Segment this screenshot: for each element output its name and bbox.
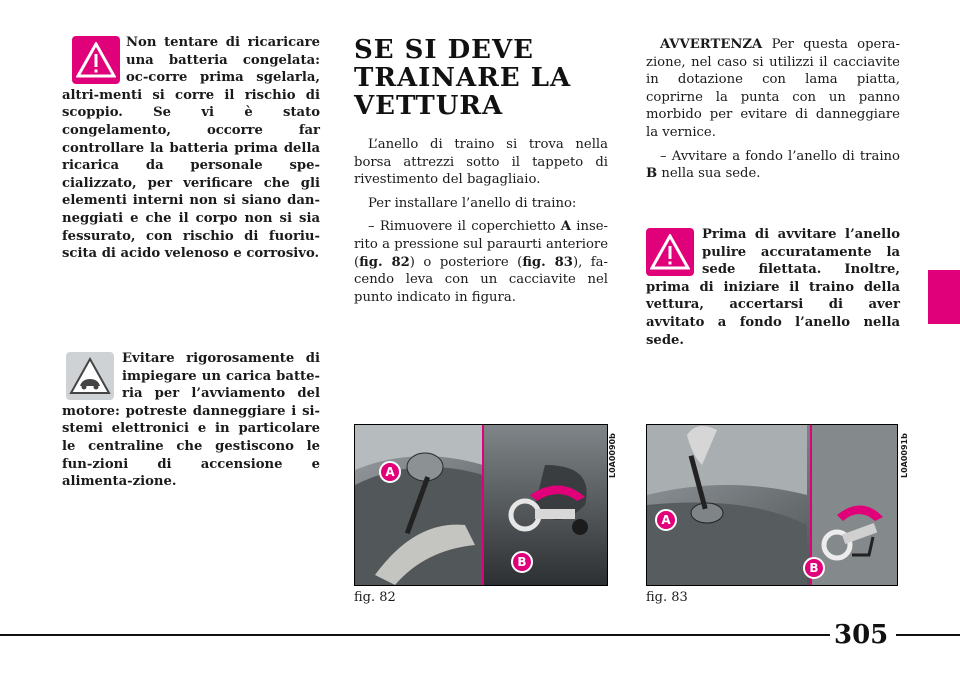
install-step-screw-ring: – Avvitare a fondo l’anello di traino B nella sua sede. — [646, 148, 900, 182]
footer-rule — [0, 634, 830, 636]
marker-a: A — [379, 461, 401, 483]
footer-rule-right — [896, 634, 960, 636]
install-step-remove-cover: – Rimuovere il coperchietto A inse-rito a pressione sul paraurti anteriore (fig. 82) o posteriore (fig. 83), fa-cendo leva con un cacciavite nel punto indicato in figura. — [354, 219, 608, 305]
page-title: SE SI DEVE TRAINARE LA VETTURA — [354, 35, 572, 121]
figure-divider — [482, 425, 484, 585]
figure-82 — [354, 424, 608, 586]
avvertenza-block: AVVERTENZA Per questa opera-zione, nel caso si utilizzi il cacciavite in dotazione con lama piatta, coprirne la punta con un panno morbido per evitare di danneggiare la vernice. – Avvitare a fondo l’anello di traino B nella sua sede. — [646, 37, 900, 182]
figure-83-code: L0A0091b — [900, 433, 909, 478]
towing-instructions — [354, 136, 608, 306]
chapter-tab — [928, 270, 960, 324]
figure-83 — [646, 424, 898, 586]
marker-b: B — [511, 551, 533, 573]
tow-ring-location: L’anello di traino si trova nella borsa attrezzi sotto il tappeto di rivestimento del bagagliaio. — [354, 137, 608, 188]
thread-cleaning-warning: Prima di avvitare l’anello pulire accuratamente la sede filettata. Inoltre, prima di iniziare il traino della vettura, accertarsi di aver avvitato a fondo l’anello nella sede. — [646, 227, 900, 348]
figure-82-code: L0A0090b — [608, 433, 617, 478]
marker-a: A — [655, 509, 677, 531]
page-number: 305 — [834, 620, 889, 650]
charger-warning: Evitare rigorosamente di impiegare un carica batte-ria per l’avviamento del motore: potreste danneggiare i si-stemi elettronici e in particolare le centraline che gestiscono le fun-zioni di accensione e alimenta-zione. — [62, 351, 320, 490]
marker-b: B — [803, 557, 825, 579]
install-intro: Per installare l’anello di traino: — [368, 195, 577, 211]
figure-82-label: fig. 82 — [354, 590, 396, 605]
battery-frozen-warning: Non tentare di ricaricare una batteria congelata: oc-corre prima sgelarla, altri-menti si corre il rischio di scoppio. Se vi è stato congelamento, occorre far controllare la batteria prima della ricarica da personale spe-cializzato, per verificare che gli elementi interni non si siano dan-neggiati e che il corpo non si sia fessurato, con rischio di fuoriu-scita di acido velenoso e corrosivo. — [62, 35, 320, 262]
figure-83-label: fig. 83 — [646, 590, 688, 605]
